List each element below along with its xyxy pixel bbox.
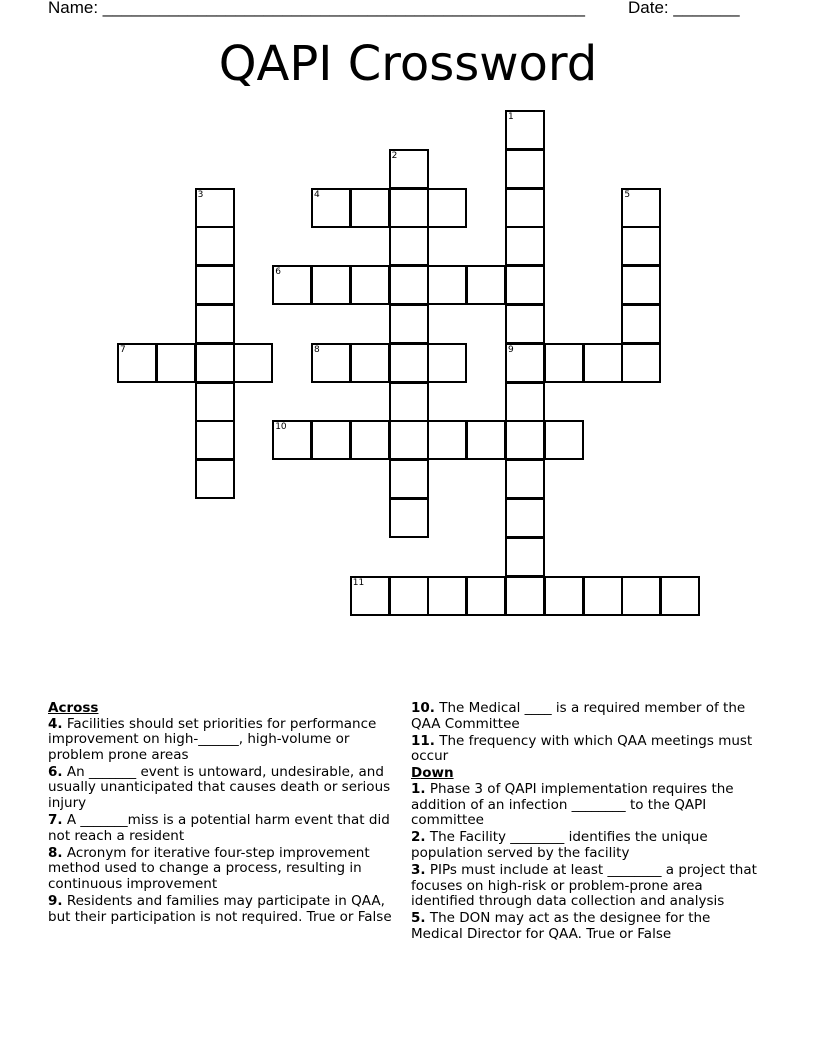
grid-cell[interactable] [505,188,545,228]
grid-cell[interactable] [427,265,467,305]
grid-cell[interactable] [621,343,661,383]
grid-cell[interactable] [195,226,235,266]
grid-cell[interactable] [389,226,429,266]
grid-cell[interactable] [195,420,235,460]
grid-cell[interactable] [350,265,390,305]
grid-cell[interactable] [621,265,661,305]
date-field-label: Date: _______ [628,0,740,17]
grid-cell[interactable] [195,304,235,344]
clue-number: 10 [275,422,287,433]
grid-cell[interactable] [233,343,273,383]
clue-number: 7 [120,344,126,355]
grid-cell[interactable] [389,420,429,460]
across-clue-4: 4. Facilities should set priorities for performance improvement on high-______, high-volume or problem prone areas [48,715,377,763]
across-clue-6: 6. An _______ event is untoward, undesirable, and usually unanticipated that causes death or serious injury [48,763,391,812]
name-field-label: Name: ___________________________________________________ [48,0,585,17]
grid-cell[interactable] [350,188,390,228]
grid-cell[interactable] [583,576,623,616]
across-clue-11: 11. The frequency with which QAA meetings must occur [411,732,753,765]
grid-cell[interactable] [660,576,700,616]
grid-cell[interactable] [505,149,545,189]
grid-cell[interactable] [389,304,429,344]
grid-cell[interactable] [544,420,584,460]
across-clue-7: 7. A _______miss is a potential harm event that did not reach a resident [48,812,390,844]
grid-cell[interactable] [389,149,429,189]
clue-number: 8 [314,344,320,355]
grid-cell[interactable] [544,576,584,616]
grid-cell[interactable] [621,576,661,616]
grid-cell[interactable] [389,188,429,228]
grid-cell[interactable] [505,343,545,383]
grid-cell[interactable] [505,420,545,460]
grid-cell[interactable] [350,420,390,460]
grid-cell[interactable] [389,498,429,538]
grid-cell[interactable] [427,343,467,383]
clue-number: 5 [624,189,631,200]
down-clue-5: 5. The DON may act as the designee for the Medical Director for QAA. True or False [411,910,711,942]
grid-cell[interactable] [621,304,661,344]
grid-cell[interactable] [311,188,351,228]
clue-number: 2 [391,150,398,161]
grid-cell[interactable] [311,343,351,383]
grid-cell[interactable] [583,343,623,383]
grid-cell[interactable] [505,576,545,616]
down-clue-1: 1. Phase 3 of QAPI implementation requires the addition of an infection ________ to the QAPI committee [411,780,734,829]
grid-cell[interactable] [311,265,351,305]
grid-cell[interactable] [195,382,235,422]
grid-cell[interactable] [350,576,390,616]
grid-cell[interactable] [195,265,235,305]
grid-cell[interactable] [466,576,506,616]
grid-cell[interactable] [389,265,429,305]
clue-number: 1 [508,112,514,122]
grid-cell[interactable] [466,265,506,305]
grid-cell[interactable] [195,459,235,499]
clue-number: 3 [197,189,204,200]
grid-cell[interactable] [621,188,661,228]
grid-cell[interactable] [505,498,545,538]
clues-left-column [48,701,403,927]
grid-cell[interactable] [505,459,545,499]
grid-cell[interactable] [350,343,390,383]
across-clue-10: 10. The Medical ____ is a required member of the QAA Committee [411,700,746,732]
clue-number: 4 [314,189,320,200]
grid-cell[interactable] [505,226,545,266]
grid-cell[interactable] [389,459,429,499]
across-clue-9: 9. Residents and families may participate in QAA, but their participation is not required. True or False [48,893,392,925]
grid-cell[interactable] [389,382,429,422]
down-heading: Down [411,765,454,782]
grid-cell[interactable] [195,343,235,383]
grid-cell[interactable] [505,382,545,422]
down-clue-2: 2. The Facility ________ identifies the unique population served by the facility [411,829,708,861]
grid-cell[interactable] [544,343,584,383]
page-title: QAPI Crossword [218,36,598,92]
across-clue-8: 8. Acronym for iterative four-step improvement method used to change a process, resulting in continuous improvement [48,844,370,893]
grid-cell[interactable] [466,420,506,460]
grid-cell[interactable] [311,420,351,460]
grid-cell[interactable] [427,188,467,228]
grid-cell[interactable] [505,537,545,577]
grid-cell[interactable] [621,226,661,266]
grid-cell[interactable] [117,343,157,383]
grid-cell[interactable] [389,343,429,383]
grid-cell[interactable] [505,110,545,150]
grid-cell[interactable] [195,188,235,228]
grid-cell[interactable] [427,576,467,616]
clue-number: 9 [508,344,514,355]
clue-number: 6 [275,267,281,278]
across-heading: Across [48,700,99,716]
clue-number: 11 [352,577,365,588]
grid-cell[interactable] [427,420,467,460]
grid-cell[interactable] [272,265,312,305]
clues-right-column [411,701,763,944]
down-clue-3: 3. PIPs must include at least ________ a project that focuses on high-risk or problem-prone area identified through data collection and analysis [411,861,757,910]
grid-cell[interactable] [272,420,312,460]
grid-cell[interactable] [505,304,545,344]
grid-cell[interactable] [389,576,429,616]
grid-cell[interactable] [505,265,545,305]
grid-cell[interactable] [156,343,196,383]
